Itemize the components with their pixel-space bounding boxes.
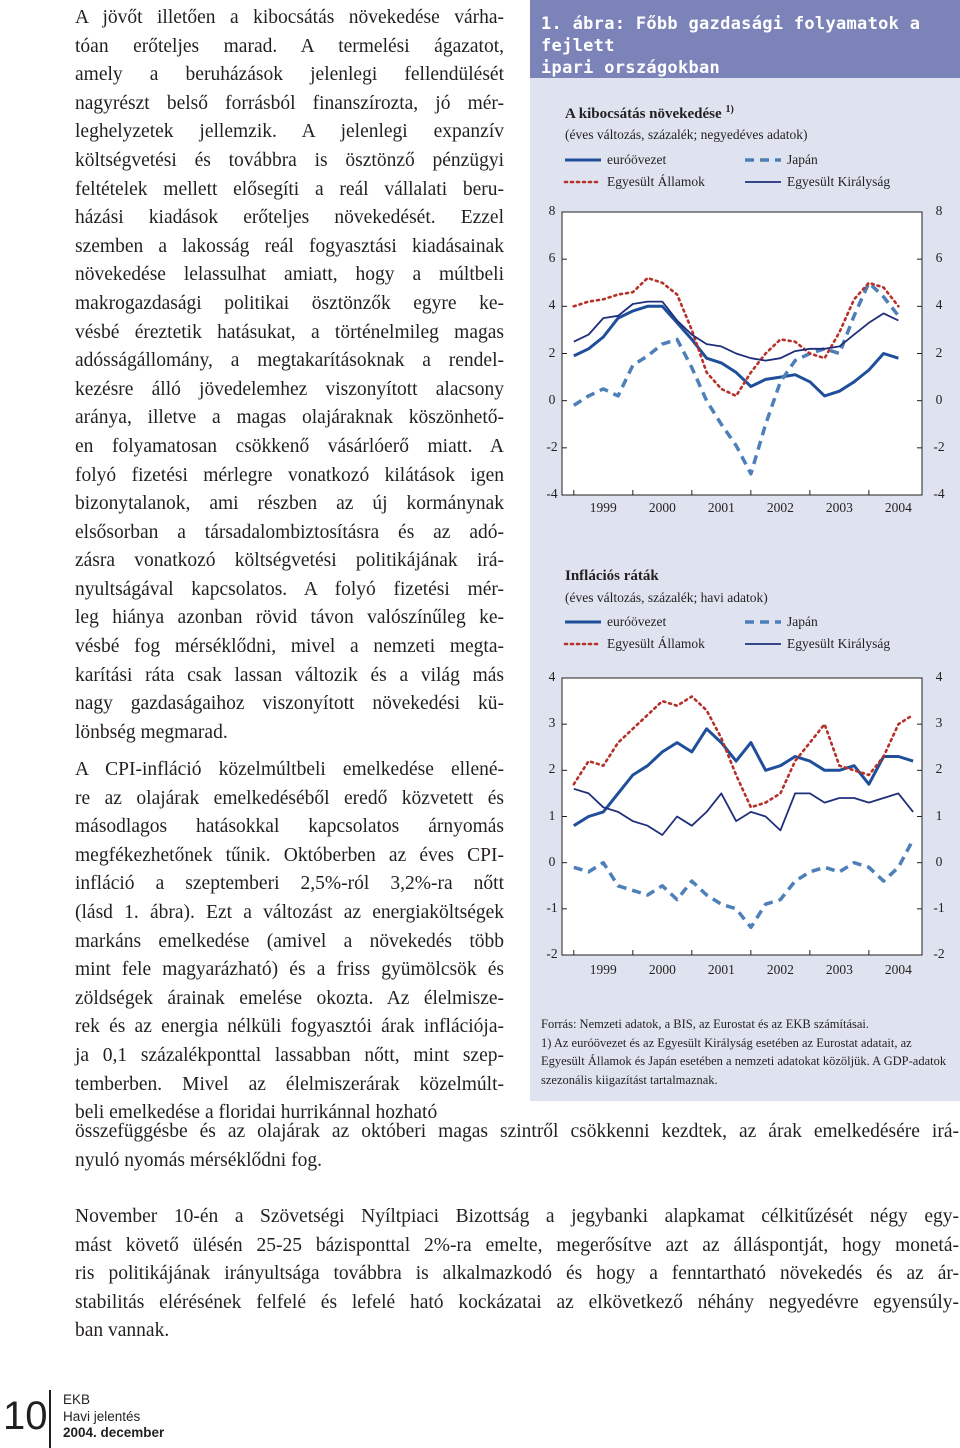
- chart1-x-tick-label: 2000: [648, 500, 676, 515]
- text-line: megfékezhetőnek tűnik. Októberben az éves CPI-: [75, 844, 504, 866]
- chart1-y-tick-label: 8: [548, 203, 556, 218]
- chart2-y-tick-label: 3: [548, 715, 556, 731]
- text-line: elsősorban a társadalombiztosításra és az adó-: [75, 521, 504, 543]
- text-line: (lásd 1. ábra). Ezt a változást az energiaköltségek: [75, 901, 504, 923]
- chart1-y-tick-label: 6: [548, 250, 556, 266]
- chart2-y-tick-label: 1: [548, 807, 556, 823]
- figure-title-line-1: 1. ábra: Főbb gazdasági folyamatok a fejlett: [541, 14, 921, 56]
- text-line: feltételek mellett elősegíti a reál vállalati beru-: [75, 178, 504, 200]
- text-line: makrogazdasági politikai ösztönzők egyre ke-: [75, 292, 504, 314]
- chart1-y-tick-label: 6: [935, 250, 943, 266]
- text-line: mint fele magyarázható) és a friss gyümölcsök és: [75, 959, 504, 981]
- figure-title-line-2: ipari országokban: [541, 58, 721, 78]
- footer-brand: EKB: [63, 1392, 91, 1407]
- text-line: A CPI-infláció közelmúltbeli emelkedése ellené-: [75, 759, 504, 780]
- figure-note: 1) Az euróövezet és az Egyesült Királyság esetében az Eurostat adatait, az Egyesült Államok és Japán esetében a nemzeti adatokat közöljük. A GDP-adatok szezonális kiigazítást tartalmaznak.: [541, 1035, 947, 1087]
- chart2-y-tick-label: -1: [933, 899, 945, 915]
- text-line: ja 0,1 százalékponttal lassabban nőtt, mint szep-: [75, 1044, 504, 1066]
- text-line: költségvetési és továbbra is ösztönző pénzügyi: [75, 149, 504, 171]
- text-line: markáns emelkedése (amivel a növekedés több: [75, 930, 504, 952]
- chart1-y-tick-label: 0: [548, 391, 556, 407]
- text-line: re az olajárak emelkedéséből eredő közvetett és: [75, 787, 504, 809]
- text-line: vésbé éreztetik hatásukat, a történelmileg magas: [75, 321, 504, 343]
- text-line: növekedése lelassulhat amiatt, hogy a múltbeli: [75, 264, 504, 286]
- chart1-y-tick-label: -2: [546, 438, 558, 454]
- chart2-y-tick-label: -1: [546, 899, 558, 915]
- chart2-y-tick-label: 4: [548, 669, 556, 684]
- footer: [63, 1392, 164, 1442]
- text-line: amely a beruházások jelenlegi fellendülését: [75, 64, 504, 86]
- text-line: ris politikájának irányultsága továbbra is alkalmazkodó és hogy a fenntartható növekedés és az ár-: [75, 1263, 959, 1285]
- chart2-y-tick-label: 0: [935, 853, 943, 869]
- text-line: stabilitás elérésének felfelé és lefelé ható kockázatai az elkövetkező néhány negyedévre egyensúly-: [75, 1291, 959, 1313]
- text-line: bizonytalanok, ami részben az új kormánynak: [75, 493, 504, 515]
- chart1-plot-area: [562, 212, 922, 495]
- chart2-x-tick-label: 2000: [648, 962, 676, 977]
- chart1-subtitle: (éves változás, százalék; negyedéves adatok): [565, 127, 808, 142]
- text-line: nagy gazdaságaihoz viszonyított növekedési kü-: [75, 693, 504, 715]
- text-line: vésbé fog mérséklődni, mivel a nemzeti megta-: [75, 636, 504, 658]
- chart1-y-tick-label: -2: [933, 438, 945, 454]
- text-line: folyó fizetési mérlegre vonatkozó kilátások igen: [75, 464, 504, 486]
- chart2-y-tick-label: 3: [935, 715, 943, 731]
- text-line: kezésre álló jövedelemhez viszonyított alacsony: [75, 378, 504, 400]
- chart1-y-tick-label: 4: [935, 297, 943, 313]
- chart1-x-tick-label: 2002: [766, 500, 794, 515]
- text-line: temberben. Mivel az élelmiszerárak közelmúlt-: [75, 1073, 504, 1095]
- chart2-x-tick-label: 2003: [825, 962, 853, 977]
- footer-publication: Havi jelentés: [63, 1408, 141, 1424]
- footer-date: 2004. december: [63, 1425, 165, 1440]
- chart2-y-tick-label: 1: [935, 807, 943, 823]
- text-line: lönbség megmarad.: [75, 721, 228, 743]
- chart2-legend-euro: euróövezet: [607, 614, 667, 629]
- text-line: zásra vonatkozó költségvetési politikájának irá-: [75, 550, 504, 572]
- chart1-x-tick-label: 2004: [884, 500, 912, 515]
- chart2-x-tick-label: 2004: [884, 962, 912, 977]
- page-number: 10: [3, 1394, 48, 1438]
- text-line: rek és az energia nélküli fogyasztói árak inflációja-: [75, 1016, 504, 1038]
- chart1-x-tick-label: 2003: [825, 500, 853, 515]
- text-line: beli emelkedése a floridai hurrikánnal hozható: [75, 1102, 438, 1124]
- chart1-legend-euro: euróövezet: [607, 152, 667, 167]
- text-line: nyuló nyomás mérséklődni fog.: [75, 1149, 322, 1171]
- text-line: infláció a szeptemberi 2,5%-ról 3,2%-ra nőtt: [75, 873, 504, 895]
- chart1-y-tick-label: 4: [548, 297, 556, 313]
- chart2-y-tick-label: 2: [548, 761, 556, 777]
- chart1-legend-uk: Egyesült Királyság: [787, 174, 891, 189]
- text-line: szemben a lakosság reál fogyasztási kiadásainak: [75, 235, 504, 257]
- chart2-legend-us: Egyesült Államok: [607, 636, 705, 651]
- chart1-y-tick-label: 0: [935, 391, 943, 407]
- chart2-x-tick-label: 1999: [589, 962, 617, 977]
- chart1-x-tick-label: 2001: [707, 500, 735, 515]
- chart2-y-tick-label: 0: [548, 853, 556, 869]
- text-line: en folyamatosan csökkenő vásárlóerő miatt. A: [75, 435, 504, 457]
- chart1-x-tick-label: 1999: [589, 500, 617, 515]
- text-line: házási kiadások erőteljes növekedését. Ezzel: [75, 207, 504, 229]
- chart1-y-tick-label: 2: [548, 344, 556, 360]
- text-line: ban vannak.: [75, 1320, 170, 1342]
- text-line: zöldségek árainak emelése okozta. Az élelmisze-: [75, 987, 504, 1009]
- chart2-y-tick-label: 4: [935, 669, 943, 684]
- chart1-y-tick-label: -4: [933, 486, 945, 501]
- chart2-y-tick-label: -2: [933, 946, 945, 961]
- chart2-title: Inflációs ráták: [565, 568, 659, 584]
- chart2-subtitle: (éves változás, százalék; havi adatok): [565, 590, 768, 605]
- text-line: aránya, illetve a magas olajáraknak köszönhető-: [75, 407, 504, 429]
- text-line: leghelyzetek jellemzik. A jelenlegi expanzív: [75, 121, 504, 143]
- chart2-x-tick-label: 2001: [707, 962, 735, 977]
- chart1-y-tick-label: 2: [935, 344, 943, 360]
- chart2-x-tick-label: 2002: [766, 962, 794, 977]
- text-line: mást követő ülésén 25-25 bázisponttal 2%-ra emelte, megerősítve azt az álláspontját, hogy monetá-: [75, 1234, 959, 1256]
- chart1-legend-japan: Japán: [787, 152, 818, 167]
- chart2-legend-japan: Japán: [787, 614, 818, 629]
- text-line: leg hiánya azonban rövid távon valószínűleg ke-: [75, 607, 504, 629]
- chart1-title: A kibocsátás növekedése $^{1)}$: [565, 104, 734, 122]
- text-line: karítási ráta csak lassan változik és a világ más: [75, 664, 504, 686]
- text-line: összefüggésbe és az olajárak az októberi magas szintről csökkenni kezdtek, az árak emelkedésére irá-: [75, 1121, 959, 1142]
- text-line: November 10-én a Szövetségi Nyíltpiaci Bizottság a jegybanki alapkamat célkitűzését négy egy-: [75, 1206, 959, 1227]
- figure-source: Forrás: Nemzeti adatok, a BIS, az Eurostat és az EKB számításai.: [541, 1017, 870, 1031]
- chart1-legend-us: Egyesült Államok: [607, 174, 705, 189]
- chart1-y-tick-label: 8: [935, 203, 943, 218]
- chart1-y-tick-label: -4: [546, 486, 558, 501]
- figure-source-note: [541, 1015, 951, 1089]
- text-line: nyultságával kapcsolatos. A folyó fizetési mér-: [75, 578, 504, 600]
- chart2-legend-uk: Egyesült Királyság: [787, 636, 891, 651]
- text-line: A jövőt illetően a kibocsátás növekedése várha-: [75, 7, 504, 28]
- chart2-y-tick-label: -2: [546, 946, 558, 961]
- chart2-y-tick-label: 2: [935, 761, 943, 777]
- text-line: tóan erőteljes marad. A termelési ágazatot,: [75, 35, 504, 57]
- text-line: nagyrészt belső forrásból finanszírozta, jó mér-: [75, 92, 504, 114]
- text-line: másodlagos hatásokkal kapcsolatos árnyomás: [75, 816, 504, 838]
- text-line: adósságállomány, a megtakarításoknak a rendel-: [75, 350, 504, 372]
